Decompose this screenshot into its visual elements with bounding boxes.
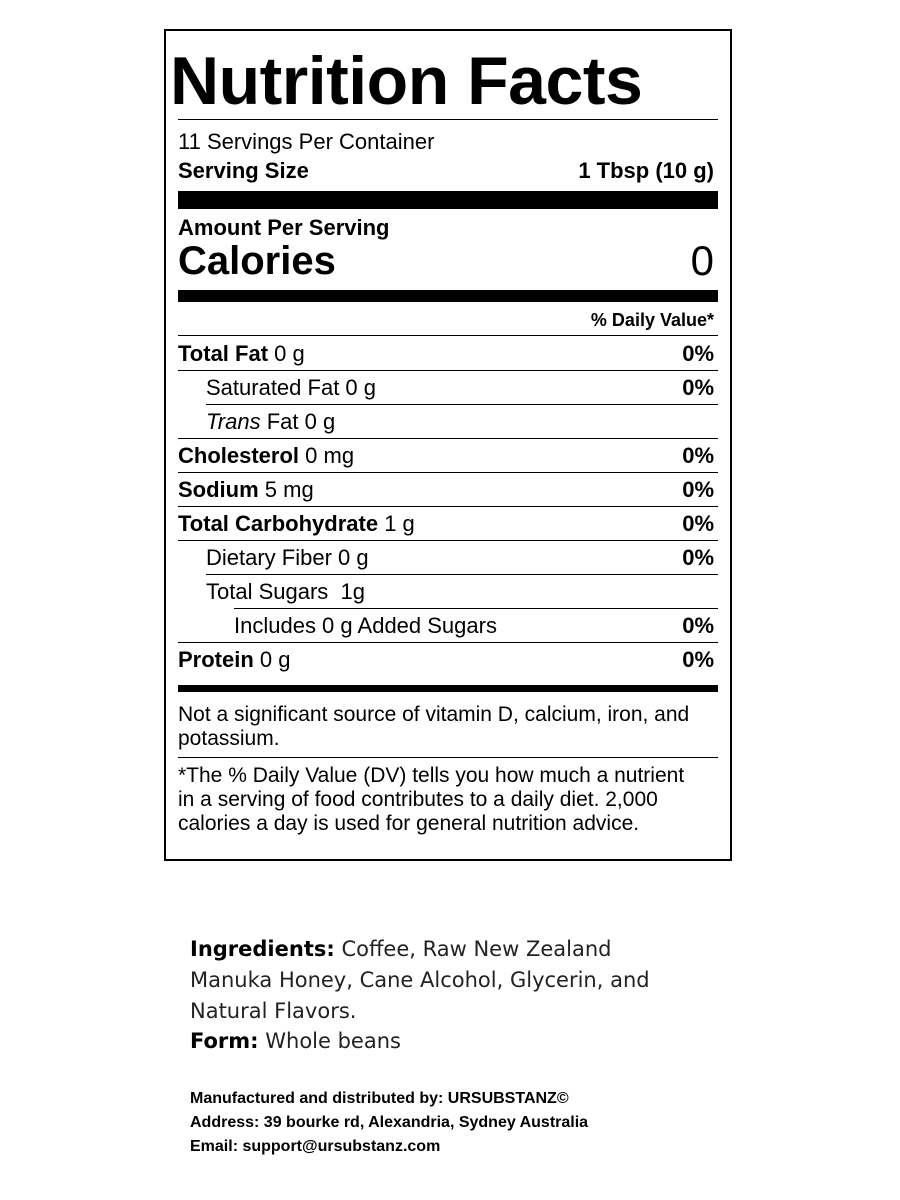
form-label: Form: bbox=[190, 1029, 259, 1053]
nutrient-row-total-fat bbox=[178, 337, 718, 371]
daily-value-header: % Daily Value* bbox=[590, 310, 714, 330]
nutrient-name: Total Sugars 1g bbox=[206, 579, 365, 604]
nutrient-row-total-sugars bbox=[178, 575, 718, 609]
nutrient-amount: 0 g bbox=[274, 341, 305, 366]
nutrient-name: Protein bbox=[178, 647, 254, 672]
email-line: Email: support@ursubstanz.com bbox=[190, 1138, 441, 1155]
nutrient-amount: 0 g bbox=[259, 647, 291, 672]
nutrient-row-cholesterol bbox=[178, 439, 718, 473]
nutrient-name-italic: Trans bbox=[206, 409, 261, 434]
nutrient-dv: 0% bbox=[682, 545, 714, 570]
serving-size-label: Serving Size bbox=[178, 158, 309, 183]
servings-per-container: 11 Servings Per Container bbox=[178, 129, 435, 154]
nutrient-name: Fat 0 g bbox=[260, 409, 336, 434]
divider-thick bbox=[178, 290, 718, 302]
nutrient-amount: 5 mg bbox=[264, 477, 314, 502]
nutrient-dv: 0% bbox=[682, 477, 714, 502]
manufacturer-line: Manufactured and distributed by: URSUBSTANZ© bbox=[190, 1090, 569, 1107]
divider-thin bbox=[178, 335, 718, 336]
nutrient-row-dietary-fiber bbox=[178, 541, 718, 575]
serving-size-value: 1 Tbsp (10 g) bbox=[578, 158, 714, 183]
ingredients-label: Ingredients: bbox=[190, 937, 335, 961]
daily-value-footnote: *The % Daily Value (DV) tells you how much a nutrient in a serving of food contributes to a daily diet. 2,000 calories a day is used for general nutrition advice. bbox=[178, 764, 685, 835]
nutrient-amount: 0 mg bbox=[305, 443, 355, 468]
nutrient-dv: 0% bbox=[682, 647, 714, 672]
divider-thick bbox=[178, 191, 718, 209]
nutrient-row-added-sugars bbox=[178, 609, 718, 643]
nutrient-dv: 0% bbox=[682, 511, 714, 536]
amount-per-serving: Amount Per Serving bbox=[178, 215, 390, 240]
nutrient-row-trans-fat bbox=[178, 405, 718, 439]
nutrient-row-protein bbox=[178, 643, 718, 677]
nutrient-name: Total Carbohydrate bbox=[178, 511, 379, 536]
nutrient-name: Dietary Fiber 0 g bbox=[206, 545, 369, 570]
ingredients-block bbox=[190, 934, 700, 1027]
panel-title: Nutrition Facts bbox=[170, 43, 643, 119]
nutrient-name: Sodium bbox=[178, 477, 259, 502]
not-significant-note: Not a significant source of vitamin D, calcium, iron, and potassium. bbox=[178, 703, 690, 750]
nutrient-dv: 0% bbox=[682, 443, 714, 468]
form-text: Whole beans bbox=[265, 1029, 401, 1053]
nutrient-dv: 0% bbox=[682, 613, 714, 638]
nutrient-name: Cholesterol bbox=[178, 443, 300, 468]
nutrient-row-sodium bbox=[178, 473, 718, 507]
ingredients-text: Coffee, Raw New Zealand Manuka Honey, Cane Alcohol, Glycerin, and Natural Flavors. bbox=[190, 937, 650, 1023]
divider-thin bbox=[178, 757, 718, 758]
divider-thin bbox=[178, 119, 718, 120]
nutrition-facts-panel bbox=[164, 29, 732, 861]
form-block bbox=[190, 1026, 401, 1057]
nutrient-amount: 1 g bbox=[384, 511, 415, 536]
nutrient-row-total-carbohydrate bbox=[178, 507, 718, 541]
address-line: Address: 39 bourke rd, Alexandria, Sydney Australia bbox=[190, 1114, 589, 1131]
nutrient-dv: 0% bbox=[682, 341, 714, 366]
divider-thick bbox=[178, 685, 718, 692]
nutrient-name: Total Fat bbox=[178, 341, 269, 366]
calories-value: 0 bbox=[690, 237, 714, 284]
calories-label: Calories bbox=[178, 239, 336, 283]
nutrient-row-saturated-fat bbox=[178, 371, 718, 405]
nutrient-name: Saturated Fat 0 g bbox=[206, 375, 376, 400]
nutrient-dv: 0% bbox=[682, 375, 714, 400]
nutrient-name: Includes 0 g Added Sugars bbox=[234, 613, 497, 638]
